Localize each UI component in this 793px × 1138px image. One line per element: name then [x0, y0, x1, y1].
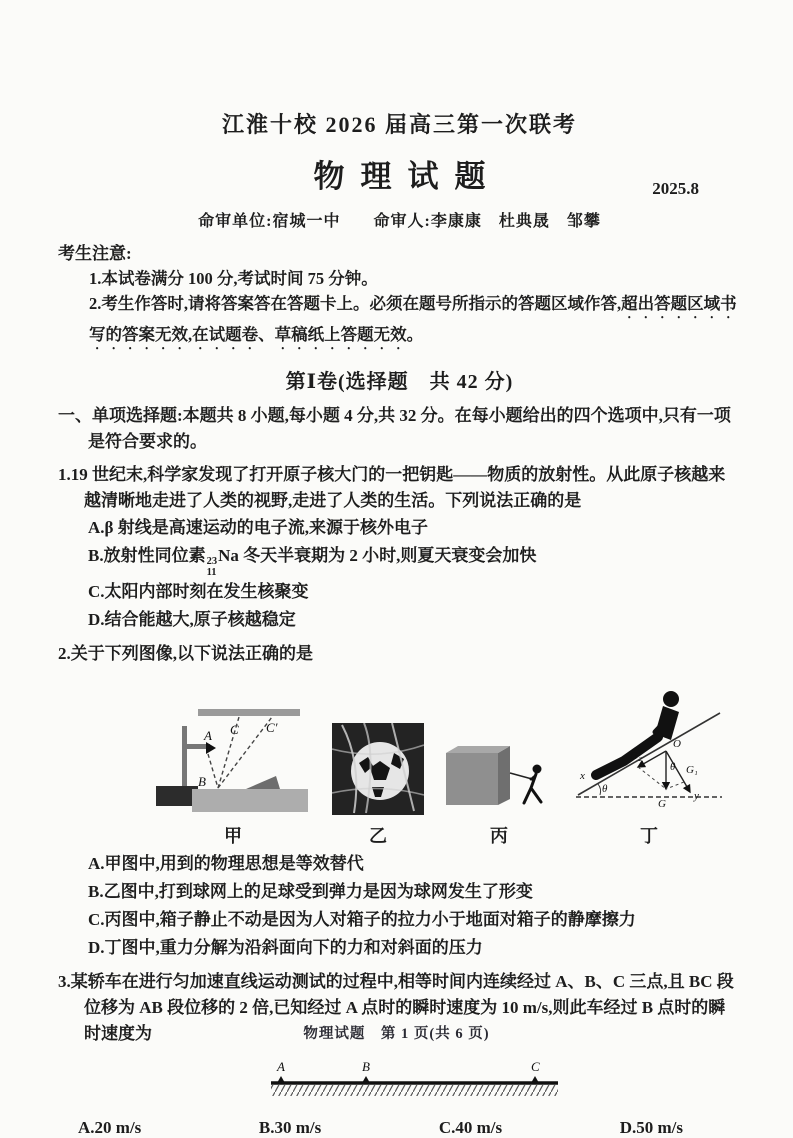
figure-ding-o-label: O	[673, 738, 681, 751]
q1-option-b	[88, 542, 741, 578]
q2-option-a: A.甲图中,用到的物理思想是等效替代	[88, 854, 364, 874]
figure-bing	[444, 741, 554, 848]
setter-names: 命审人:李康康 杜典晟 邹攀	[373, 213, 601, 230]
q3-options	[58, 1118, 741, 1138]
setter-line	[58, 208, 741, 231]
box-pulling-illustration	[444, 741, 554, 815]
notice-item-2-emphasized: 超出答题区域书写的答案无效,在试题卷、草稿纸上答题无效。	[89, 294, 737, 344]
stand-experiment-illustration	[154, 702, 312, 815]
q1-stem: 1.19 世纪末,科学家发现了打开原子核大门的一把钥匙——物质的放射性。从此原子核越来越清晰地走进了人类的视野,走进了人类的生活。下列说法正确的是	[58, 465, 726, 510]
nuclide-atomic-number: 11	[206, 567, 217, 579]
question-1	[58, 462, 741, 634]
figure-bing-caption: 丙	[490, 826, 508, 847]
figure-ding-g2-label: G₂	[630, 750, 642, 763]
figure-jia-label-b: B	[198, 774, 206, 790]
notice-heading: 考生注意:	[58, 244, 132, 263]
q3-stem: 3.某轿车在进行匀加速直线运动测试的过程中,相等时间内连续经过 A、B、C 三点,且 BC 段位移为 AB 段位移的 2 倍,已知经过 A 点时的瞬时速度为 10 m/s,则此车经过 B 点时的瞬时速度为	[58, 972, 734, 1044]
q2-options	[58, 850, 741, 962]
q1-option-b-prefix: B.放射性同位素	[88, 546, 206, 565]
q1-option-c: C.太阳内部时刻在发生核聚变	[88, 582, 309, 602]
q3-option-c: C.40 m/s	[438, 1118, 503, 1138]
incline-force-decomposition-illustration	[574, 677, 724, 815]
nuclide-mass-number: 23	[206, 556, 218, 567]
q1-option-d: D.结合能越大,原子核越稳定	[88, 610, 296, 630]
notice-item-2	[58, 291, 741, 353]
q2-stem: 2.关于下列图像,以下说法正确的是	[58, 644, 313, 664]
q3-diagram	[263, 1059, 741, 1110]
q2-option-c: C.丙图中,箱子静止不动是因为人对箱子的拉力小于地面对箱子的静摩擦力	[88, 910, 636, 930]
q1-option-a: A.β 射线是高速运动的电子流,来源于核外电子	[88, 518, 428, 537]
q3-point-a-label: A	[277, 1059, 285, 1075]
notice-section	[58, 241, 741, 353]
page-footer: 物理试题 第 1 页(共 6 页)	[303, 1026, 490, 1042]
figure-ding-y-label: y	[694, 790, 699, 803]
setter-unit: 命审单位:宿城一中	[198, 213, 341, 230]
figure-ding	[574, 677, 724, 848]
figure-jia-label-c: C	[230, 722, 239, 738]
figure-ding-theta-top: θ	[670, 761, 676, 774]
notice-item-2-text: 2.考生作答时,请将答案答在答题卡上。必须在题号所指示的答题区域作答,	[89, 294, 622, 313]
question-3	[58, 969, 741, 1138]
soccer-ball-net-illustration	[332, 723, 424, 815]
exam-title: 江淮十校 2026 届高三第一次联考	[221, 112, 577, 137]
q3-point-b-label: B	[362, 1059, 370, 1075]
q2-figures-row	[154, 677, 741, 848]
figure-ding-g1-label: G₁	[686, 764, 698, 777]
figure-ding-theta-bottom: θ	[602, 783, 608, 796]
figure-yi-caption: 乙	[369, 826, 387, 847]
q3-option-a: A.20 m/s	[78, 1118, 142, 1138]
exam-date: 2025.8	[652, 179, 699, 198]
section-1-title: 第Ⅰ卷(选择题 共 42 分)	[285, 371, 514, 393]
q2-option-d: D.丁图中,重力分解为沿斜面向下的力和对斜面的压力	[88, 938, 483, 958]
q3-point-c-label: C	[531, 1059, 540, 1075]
q1-option-b-suffix: 冬天半衰期为 2 小时,则夏天衰变会加快	[238, 546, 537, 565]
figure-jia	[154, 702, 312, 848]
q3-option-b: B.30 m/s	[258, 1118, 322, 1138]
motion-track-diagram	[263, 1059, 563, 1105]
figure-ding-x-label: x	[580, 770, 585, 783]
section-1-instruction: 一、单项选择题:本题共 8 小题,每小题 4 分,共 32 分。在每小题给出的四个选项中,只有一项是符合要求的。	[58, 406, 731, 451]
figure-ding-caption: 丁	[640, 826, 658, 847]
figure-jia-label-a: A	[204, 728, 212, 744]
figure-jia-label-c-prime: C′	[266, 720, 278, 736]
q3-option-d: D.50 m/s	[619, 1118, 683, 1138]
q2-option-b: B.乙图中,打到球网上的足球受到弹力是因为球网发生了形变	[88, 882, 533, 902]
question-2	[58, 641, 741, 962]
notice-item-1: 1.本试卷满分 100 分,考试时间 75 分钟。	[89, 269, 378, 288]
subject-title: 物理试题	[313, 159, 502, 194]
figure-jia-caption: 甲	[224, 826, 242, 847]
figure-ding-g-label: G	[658, 798, 666, 811]
nuclide-symbol: Na	[218, 546, 239, 565]
nuclide-notation	[207, 556, 218, 578]
subject-title-row	[58, 155, 741, 199]
q1-options	[58, 514, 741, 634]
figure-yi	[332, 723, 424, 848]
